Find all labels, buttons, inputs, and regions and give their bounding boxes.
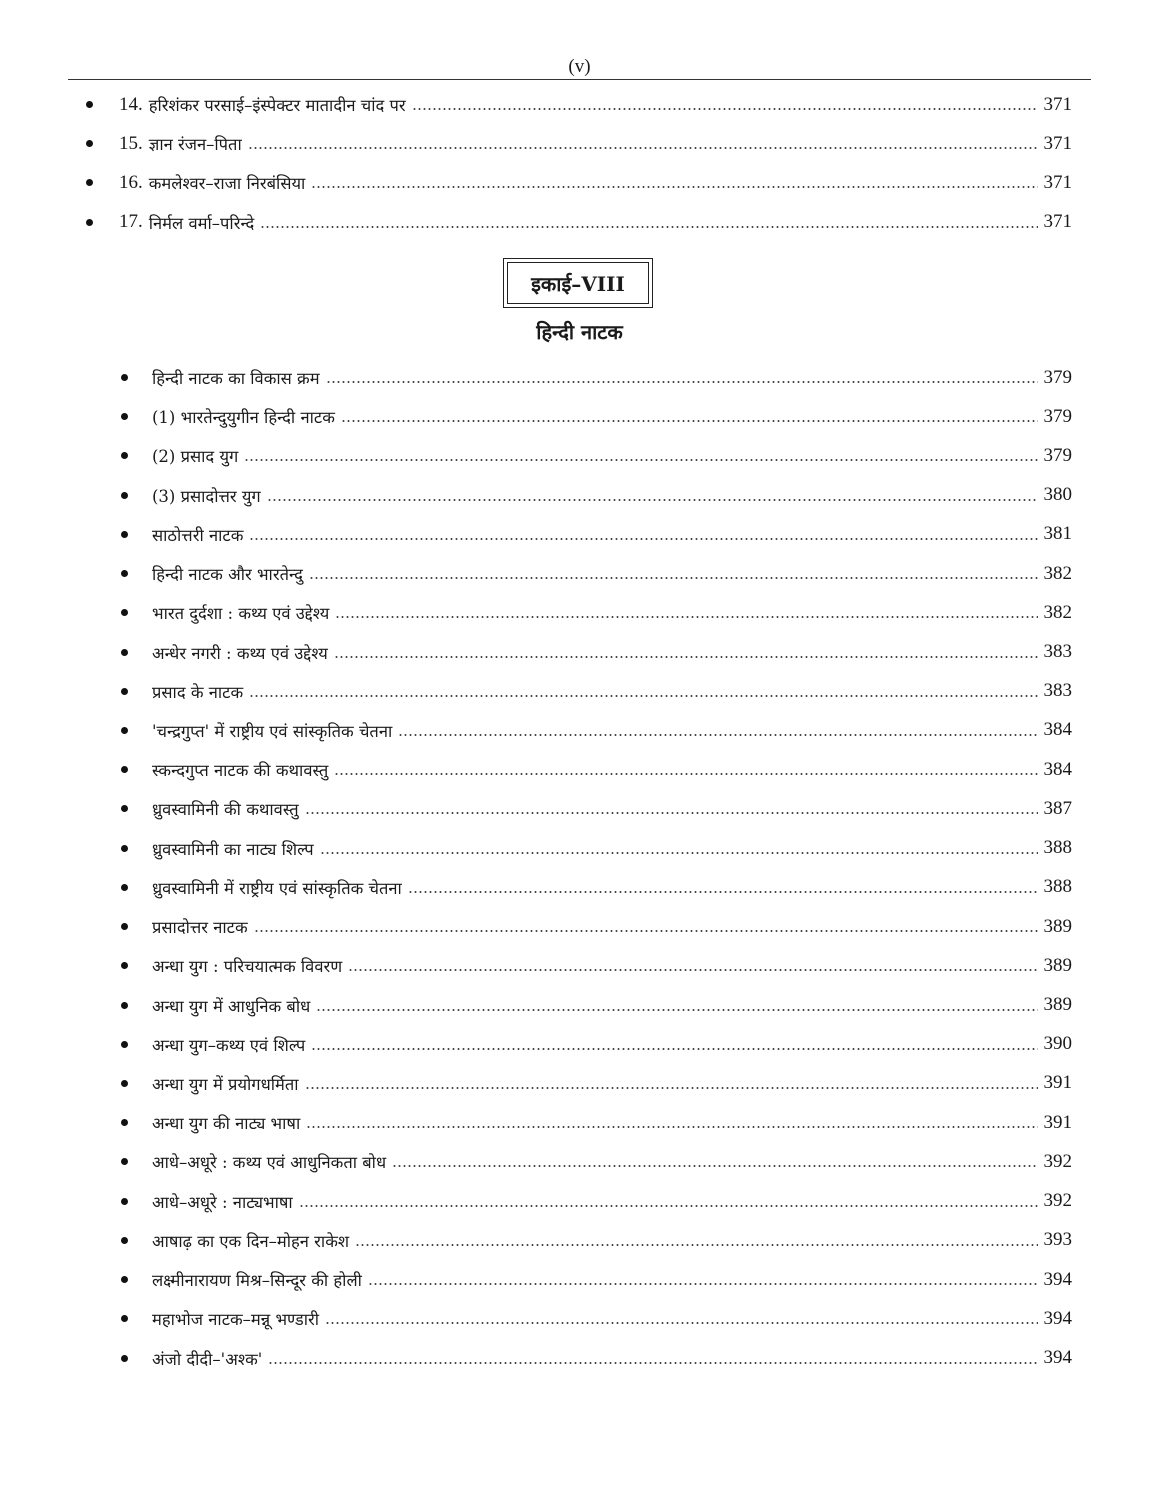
entry-title: हरिशंकर परसाई–इंस्पेक्टर मातादीन चांद पर [148, 96, 406, 115]
entry-title: हिन्दी नाटक का विकास क्रम [152, 369, 320, 388]
dot-leader [412, 107, 1038, 111]
entry-page: 394 [1043, 1347, 1072, 1368]
entry-page: 393 [1043, 1229, 1072, 1251]
entry-title: (2) प्रसाद युग [152, 447, 239, 467]
entry-page: 383 [1043, 680, 1072, 702]
section-title: हिन्दी नाटक [536, 320, 623, 344]
toc-entry [121, 633, 1072, 672]
toc-entry [121, 789, 1072, 828]
dot-leader [267, 498, 1038, 502]
bullet-icon [121, 374, 128, 381]
toc-entry [121, 711, 1072, 750]
entry-page: 371 [1043, 171, 1072, 193]
entry-title: आधे–अधूरे : कथ्य एवं आधुनिकता बोध [152, 1153, 387, 1173]
bullet-icon [86, 140, 93, 147]
toc-entry [121, 1064, 1072, 1103]
dot-leader [325, 1321, 1037, 1325]
entry-number: 17. [119, 211, 143, 233]
entry-title: ध्रुवस्वामिनी में राष्ट्रीय एवं सांस्कृतिक चेतना [152, 878, 402, 898]
dot-leader [335, 615, 1037, 619]
bullet-icon [86, 219, 93, 226]
entry-title: ध्रुवस्वामिनी की कथावस्तु [152, 800, 299, 820]
header-rule [68, 79, 1091, 80]
toc-entry [121, 515, 1072, 554]
bullet-icon [121, 1276, 128, 1283]
dot-leader [244, 458, 1037, 462]
entry-page: 371 [1043, 93, 1072, 115]
entry-title: अन्धा युग की नाट्य भाषा [152, 1114, 301, 1134]
unit-heading-box [507, 262, 649, 304]
dot-leader [311, 185, 1037, 189]
entry-title: निर्मल वर्मा–परिन्दे [148, 213, 255, 233]
toc-entry [121, 907, 1072, 946]
entry-page: 389 [1043, 954, 1072, 976]
toc-entry [121, 868, 1072, 907]
dot-leader [254, 929, 1038, 933]
toc-entry [121, 1025, 1072, 1064]
dot-leader [248, 146, 1038, 150]
dot-leader [268, 1361, 1037, 1365]
bullet-icon [121, 1237, 128, 1244]
bullet-icon [121, 531, 128, 538]
dot-leader [249, 537, 1037, 541]
dot-leader [309, 576, 1038, 580]
dot-leader [311, 1047, 1037, 1051]
entry-page: 388 [1043, 837, 1072, 859]
entry-title: भारत दुर्दशा : कथ्य एवं उद्देश्य [152, 604, 330, 624]
toc-entry [86, 203, 1072, 242]
entry-page: 392 [1043, 1190, 1072, 1212]
entry-page: 371 [1043, 211, 1072, 233]
entry-page: 387 [1043, 797, 1072, 819]
bullet-icon [121, 805, 128, 812]
entry-page: 379 [1043, 366, 1072, 388]
toc-entry [121, 829, 1072, 868]
entry-page: 394 [1043, 1268, 1072, 1290]
dot-leader [334, 772, 1037, 776]
entry-title: अन्धेर नगरी : कथ्य एवं उद्देश्य [152, 643, 328, 663]
entry-page: 388 [1043, 876, 1072, 898]
toc-entry [121, 476, 1072, 515]
toc-entry [86, 163, 1072, 202]
entry-title: अंजो दीदी–'अश्क' [152, 1349, 263, 1369]
entry-page: 382 [1043, 562, 1072, 584]
dot-leader [305, 811, 1038, 815]
entry-title: आषाढ़ का एक दिन–मोहन राकेश [152, 1231, 350, 1251]
toc-entry [86, 85, 1072, 124]
entry-title: ज्ञान रंजन–पिता [148, 135, 242, 155]
dot-leader [334, 655, 1038, 659]
toc-entry [121, 1142, 1072, 1181]
toc-entry [121, 1221, 1072, 1260]
entry-page: 390 [1043, 1033, 1072, 1055]
entry-page: 382 [1043, 601, 1072, 623]
dot-leader [305, 1086, 1038, 1090]
entry-number: 14. [119, 93, 143, 115]
toc-entry [121, 593, 1072, 632]
toc-entry [121, 672, 1072, 711]
dot-leader [316, 1008, 1037, 1012]
entry-title: अन्धा युग में आधुनिक बोध [152, 996, 311, 1016]
bullet-icon [121, 1355, 128, 1362]
bullet-icon [121, 1002, 128, 1009]
bullet-icon [121, 452, 128, 459]
entry-page: 380 [1043, 484, 1072, 506]
dot-leader [326, 380, 1038, 384]
bullet-icon [121, 845, 128, 852]
bullet-icon [86, 101, 93, 108]
dot-leader [306, 1125, 1037, 1129]
dot-leader [299, 1204, 1038, 1208]
entry-title: (3) प्रसादोत्तर युग [152, 486, 261, 506]
entry-title: 'चन्द्रगुप्त' में राष्ट्रीय एवं सांस्कृतिक चेतना [152, 721, 393, 741]
toc-entry [121, 554, 1072, 593]
dot-leader [398, 733, 1037, 737]
bullet-icon [121, 1315, 128, 1322]
bullet-icon [121, 923, 128, 930]
page-number: (v) [568, 56, 591, 77]
entry-page: 384 [1043, 719, 1072, 741]
entry-page: 391 [1043, 1072, 1072, 1094]
entry-title: प्रसाद के नाटक [152, 682, 244, 702]
bullet-icon [121, 688, 128, 695]
entry-page: 383 [1043, 641, 1072, 663]
toc-entry [121, 1339, 1072, 1378]
entry-title: लक्ष्मीनारायण मिश्र–सिन्दूर की होली [152, 1271, 362, 1291]
bullet-icon [121, 1041, 128, 1048]
dot-leader [355, 1243, 1037, 1247]
entry-title: कमलेश्वर–राजा निरबंसिया [148, 174, 306, 194]
entry-page: 392 [1043, 1150, 1072, 1172]
toc-entry [121, 986, 1072, 1025]
entry-page: 389 [1043, 915, 1072, 937]
bullet-icon [121, 766, 128, 773]
bullet-icon [121, 962, 128, 969]
entry-title: आधे–अधूरे : नाट्यभाषा [152, 1192, 293, 1212]
bullet-icon [121, 1080, 128, 1087]
entry-title: ध्रुवस्वामिनी का नाट्य शिल्प [152, 839, 314, 859]
dot-leader [392, 1164, 1037, 1168]
toc-entry [121, 1299, 1072, 1338]
entry-title: महाभोज नाटक–मन्नू भण्डारी [152, 1310, 320, 1330]
dot-leader [249, 694, 1037, 698]
entry-title: अन्धा युग–कथ्य एवं शिल्प [152, 1035, 306, 1055]
dot-leader [341, 419, 1038, 423]
toc-entry [121, 358, 1072, 397]
toc-entry [121, 436, 1072, 475]
bullet-icon [121, 649, 128, 656]
dot-leader [348, 968, 1037, 972]
toc-entry [121, 1260, 1072, 1299]
bullet-icon [121, 1158, 128, 1165]
bullet-icon [121, 570, 128, 577]
bullet-icon [121, 609, 128, 616]
bullet-icon [121, 727, 128, 734]
entry-number: 16. [119, 171, 143, 193]
bullet-icon [121, 1198, 128, 1205]
bullet-icon [121, 413, 128, 420]
entry-title: (1) भारतेन्दुयुगीन हिन्दी नाटक [152, 408, 335, 428]
bullet-icon [121, 1119, 128, 1126]
toc-entry [121, 397, 1072, 436]
bullet-icon [86, 179, 93, 186]
entry-page: 391 [1043, 1111, 1072, 1133]
dot-leader [320, 851, 1038, 855]
bullet-icon [121, 492, 128, 499]
toc-entry [121, 1103, 1072, 1142]
unit-label: इकाई–VIII [531, 271, 625, 296]
entry-title: हिन्दी नाटक और भारतेन्दु [152, 565, 303, 585]
entry-title: प्रसादोत्तर नाटक [152, 918, 248, 938]
entry-title: स्कन्दगुप्त नाटक की कथावस्तु [152, 761, 329, 781]
toc-entry [121, 1182, 1072, 1221]
entry-title: अन्धा युग में प्रयोगधर्मिता [152, 1074, 299, 1094]
entry-page: 371 [1043, 132, 1072, 154]
toc-entry [121, 750, 1072, 789]
entry-page: 379 [1043, 444, 1072, 466]
toc-entry [121, 946, 1072, 985]
entry-page: 389 [1043, 994, 1072, 1016]
entry-title: साठोत्तरी नाटक [152, 525, 244, 545]
dot-leader [368, 1282, 1038, 1286]
toc-entry [86, 124, 1072, 163]
bullet-icon [121, 884, 128, 891]
dot-leader [408, 890, 1038, 894]
entry-title: अन्धा युग : परिचयात्मक विवरण [152, 957, 343, 977]
dot-leader [260, 225, 1037, 229]
entry-page: 381 [1043, 523, 1072, 545]
entry-page: 384 [1043, 758, 1072, 780]
entry-page: 394 [1043, 1307, 1072, 1329]
entry-number: 15. [119, 132, 143, 154]
entry-page: 379 [1043, 405, 1072, 427]
